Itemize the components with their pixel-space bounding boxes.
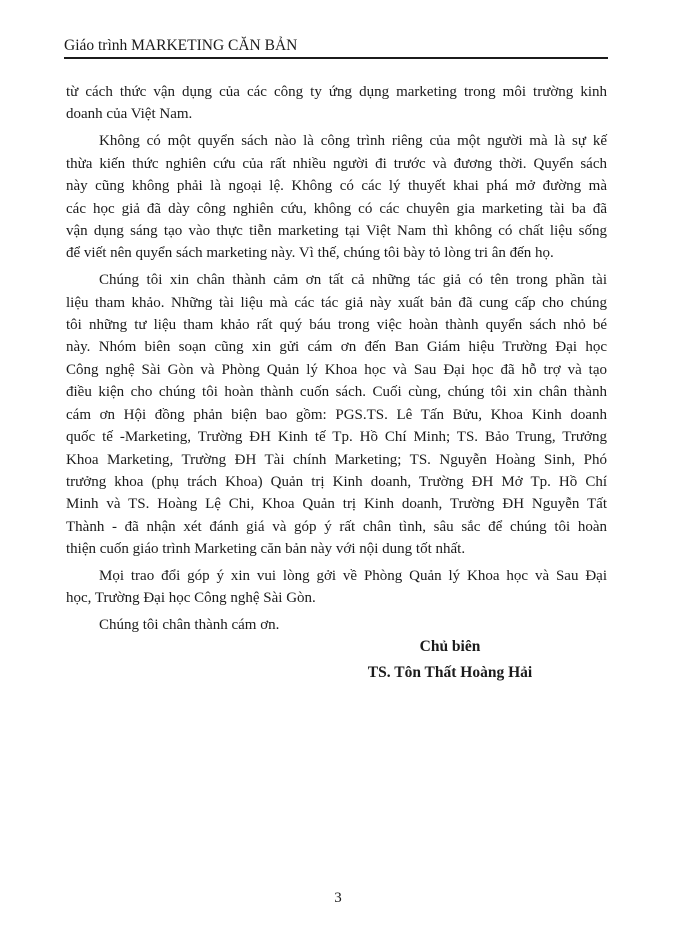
text-line: liệu tham khảo. Những tài liệu mà các tác giả này xuất bản đã cung cấp cho chúng [66, 294, 607, 311]
text-line: quốc tế -Marketing, Trường ĐH Kinh tế Tp. Hồ Chí Minh; TS. Bảo Trung, Trưởng [66, 429, 607, 446]
text-line: để viết nên quyển sách marketing này. Vì thế, chúng tôi bày tỏ lòng tri ân đến họ. [66, 245, 554, 262]
signature-block [292, 634, 608, 686]
text-line: doanh của Việt Nam. [66, 106, 193, 123]
text-line: học, Trường Đại học Công nghệ Sài Gòn. [66, 590, 316, 607]
page-footer [0, 890, 676, 907]
text-line: cám ơn Hội đồng phản biện bao gồm: PGS.TS. Lê Tấn Bửu, Khoa Kinh doanh [66, 406, 607, 423]
paragraph [66, 269, 607, 560]
paragraph [66, 81, 607, 126]
text-line: Mọi trao đổi góp ý xin vui lòng gởi về Phòng Quản lý Khoa học và Sau Đại [99, 568, 607, 585]
paragraph-list [66, 81, 607, 641]
text-line: Không có một quyển sách nào là công trình riêng của một người mà là sự kế [99, 133, 607, 150]
text-line: Chúng tôi chân thành cám ơn. [99, 617, 280, 634]
page-number: 3 [334, 890, 342, 906]
text-line: từ cách thức vận dụng của các công ty ứng dụng marketing trong môi trường kinh [66, 84, 607, 100]
text-line: vận dụng sáng tạo vào thực tiễn marketing tại Việt Nam thì không có chất liệu sống [66, 222, 607, 239]
signature-role: Chủ biên [419, 638, 481, 655]
text-line: Minh và TS. Hoàng Lệ Chi, Khoa Quản trị Kinh doanh, Trường ĐH Nguyễn Tất [66, 496, 607, 513]
text-line: Chúng tôi xin chân thành cảm ơn tất cả những tác giả có tên trong phần tài [99, 272, 607, 289]
text-line: trưởng khoa (phụ trách Khoa) Quản trị Kinh doanh, Trường ĐH Mở Tp. Hồ Chí [66, 473, 607, 490]
text-line: này cũng không phải là ngoại lệ. Không có các lý thuyết khai phá mở đường mà [66, 178, 607, 195]
running-header: Giáo trình MARKETING CĂN BẢN [64, 38, 608, 59]
text-line: Công nghệ Sài Gòn và Phòng Quản lý Khoa học và Sau Đại học đã hỗ trợ và tạo [66, 361, 607, 378]
text-line: Thành - đã nhận xét đánh giá và góp ý rất chân tình, sâu sắc để chúng tôi hoàn [66, 518, 607, 535]
text-line: các học giả đã dày công nghiên cứu, không có các chuyên gia marketing tài ba đã [66, 200, 607, 217]
text-line: thừa kiến thức nghiên cứu của rất nhiều người đi trước và đương thời. Quyển sách [66, 155, 607, 172]
text-line: thiện cuốn giáo trình Marketing căn bản này với nội dung tốt nhất. [66, 541, 466, 558]
text-line: này. Nhóm biên soạn cũng xin gửi cám ơn đến Ban Giám hiệu Trường Đại học [66, 339, 607, 356]
text-line: tôi những tư liệu tham khảo rất quý báu trong việc hoàn thành quyển sách nhỏ bé [66, 317, 607, 334]
text-line: điều kiện cho chúng tôi hoàn thành cuốn sách. Cuối cùng, chúng tôi xin chân thành [66, 384, 607, 401]
paragraph [66, 130, 607, 264]
paragraph [66, 565, 607, 610]
text-line: Khoa Marketing, Trường ĐH Tài chính Marketing; TS. Nguyễn Hoàng Sinh, Phó [66, 451, 607, 468]
signature-name: TS. Tôn Thất Hoàng Hải [367, 664, 533, 681]
